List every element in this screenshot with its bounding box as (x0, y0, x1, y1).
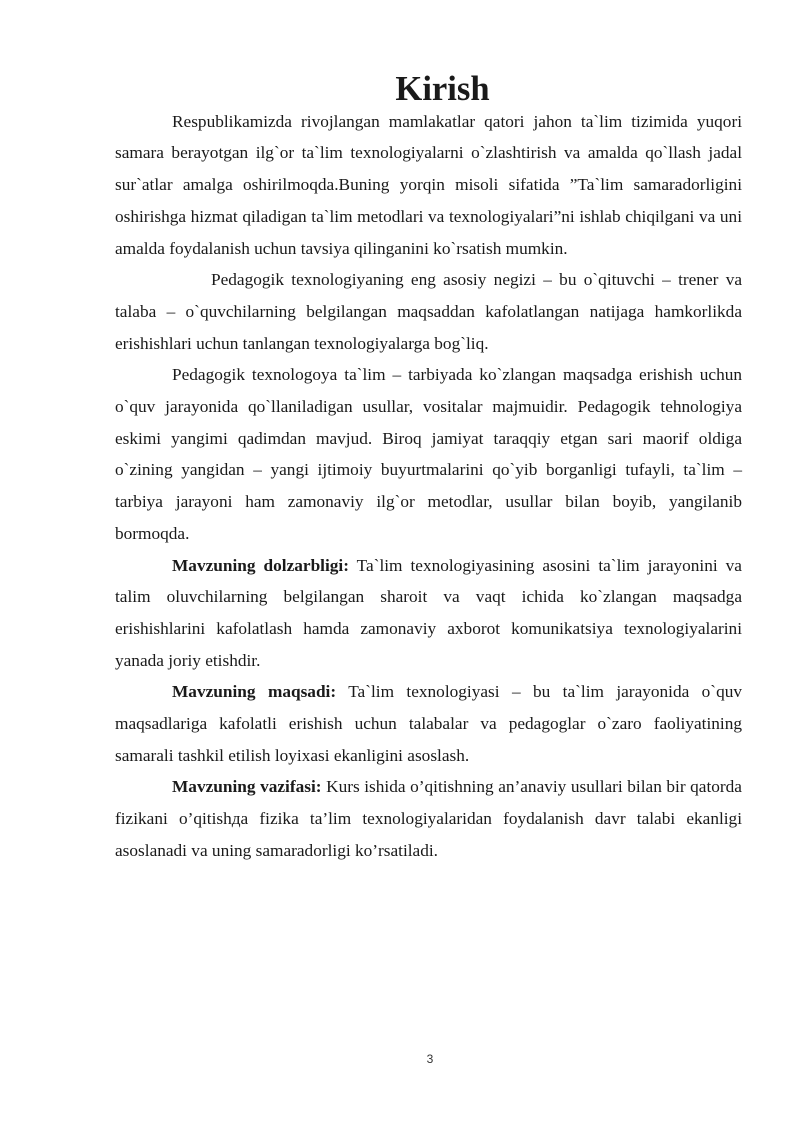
paragraph-pedagogical-basis (115, 264, 742, 359)
section-heading: Kirish (395, 70, 490, 108)
paragraph-text: Respublikamizda rivojlangan mamlakatlar qatori jahon ta`lim tizimida yuqori samara berayotgan ilg`or ta`lim texnologiyalarni o`zlashtirish va amalda qo`llash jadal sur`atlar amalga oshirilmoqda.Buning yorqin misoli sifatida ”Ta`lim samaradorligini oshirishga hizmat qiladigan ta`lim metodlari va texnologiyalari”ni ishlab chiqilgani va uni amalda foydalanish uchun tavsiya qilinganini ko`rsatish mumkin. (115, 111, 742, 258)
paragraph-intro (115, 106, 742, 265)
page-number: 3 (426, 1052, 434, 1066)
paragraph-relevance (115, 550, 742, 677)
paragraph-goal (115, 676, 742, 771)
paragraph-tasks (115, 771, 742, 866)
paragraph-text: Ta`lim texnologiyasi – bu ta`lim jarayonida o`quv maqsadlariga kafolatli erishish uchun talabalar va pedagoglar o`zaro faoliyatining samarali tashkil etilish loyixasi ekanligini asoslash. (115, 682, 742, 765)
paragraph-lead: Mavzuning maqsadi: (172, 682, 337, 702)
paragraph-text: Pedagogik texnologiyaning eng asosiy negizi – bu o`qituvchi – trener va talaba – o`quvchilarning belgilangan maqsaddan kafolatlangan natijaga hamkorlikda erishishlari uchun tanlangan texnologiyalarga bog`liq. (115, 270, 742, 353)
paragraph-lead: Mavzuning dolzarbligi: (172, 555, 349, 575)
paragraph-text: Pedagogik texnologoya ta`lim – tarbiyada ko`zlangan maqsadga erishish uchun o`quv jarayonida qo`llaniladigan usullar, vositalar majmuidir. Pedagogik tehnologiya eskimi yangimi qadimdan mavjud. Biroq jamiyat taraqqiy etgan sari maorif oldiga o`zining yangidan – yangi ijtimoiy buyurtmalarini qo`yib borganligi tufayli, ta`lim – tarbiya jarayoni ham zamonaviy ilg`or metodlar, usullar bilan boyib, yangilanib bormoqda. (115, 365, 742, 543)
paragraph-text: Ta`lim texnologiyasining asosini ta`lim jarayonini va talim oluvchilarning belgilangan sharoit va vaqt ichida ko`zlangan maqsadga erishishlarini kafolatlash hamda zamonaviy axborot komunikatsiya texnologiyalarini yanada joriy etishdir. (115, 555, 742, 670)
page-body (115, 70, 742, 867)
paragraph-pedagogical-technology (115, 359, 742, 549)
paragraph-lead: Mavzuning vazifasi: (172, 777, 322, 797)
paragraph-text: Kurs ishida o’qitishning an’anaviy usullari bilan bir qatorda fizikani o’qitishда fizika ta’lim texnologiyalaridan foydalanish davr talabi ekanligi asoslanadi va uning samaradorligi ko’rsatiladi. (115, 777, 742, 860)
